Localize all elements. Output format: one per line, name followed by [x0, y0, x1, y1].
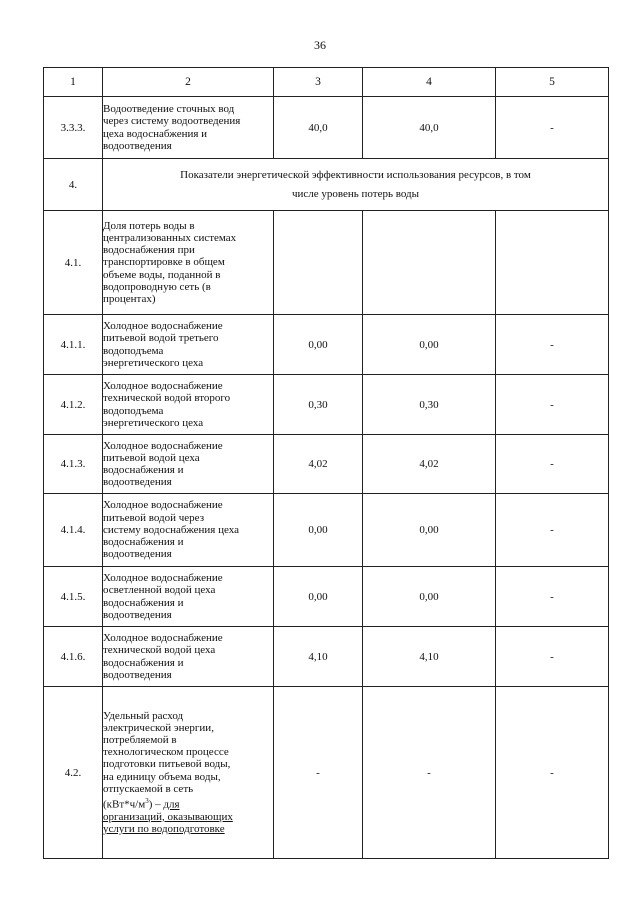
- row-description: Водоотведение сточных вод через систему водоотведения цеха водоснабжения и водоотведения: [103, 97, 274, 159]
- row-number: 4.1.6.: [44, 627, 103, 687]
- row-number: 4.1.1.: [44, 315, 103, 375]
- header-cell-3: 3: [274, 68, 363, 97]
- value-col3: 4,10: [274, 627, 363, 687]
- table-row: [44, 687, 609, 859]
- row-number: 4.1.3.: [44, 435, 103, 494]
- header-cell-1: 1: [44, 68, 103, 97]
- table-row: [44, 315, 609, 375]
- row-description: [103, 687, 274, 859]
- row-description: Холодное водоснабжение питьевой водой третьего водоподъема энергетического цеха: [103, 315, 274, 375]
- section-number: 4.: [44, 159, 103, 211]
- value-col5: -: [496, 315, 609, 375]
- value-col4: 4,02: [363, 435, 496, 494]
- table-row: [44, 435, 609, 494]
- unit-superscript: 3: [145, 797, 149, 806]
- row-number: 4.1.4.: [44, 494, 103, 567]
- value-col3: 0,00: [274, 315, 363, 375]
- value-col3: 4,02: [274, 435, 363, 494]
- row-number: 4.1.: [44, 211, 103, 315]
- value-col3: 0,00: [274, 567, 363, 627]
- value-col5: -: [496, 687, 609, 859]
- value-col3: 0,30: [274, 375, 363, 435]
- header-cell-2: 2: [103, 68, 274, 97]
- row-number: 4.2.: [44, 687, 103, 859]
- value-col4: 40,0: [363, 97, 496, 159]
- value-col5: -: [496, 97, 609, 159]
- table-row: [44, 567, 609, 627]
- table-row: [44, 494, 609, 567]
- value-col5: -: [496, 567, 609, 627]
- row-description: Холодное водоснабжение питьевой водой цеха водоснабжения и водоотведения: [103, 435, 274, 494]
- value-col5: -: [496, 627, 609, 687]
- value-col3: 0,00: [274, 494, 363, 567]
- value-col5: -: [496, 375, 609, 435]
- table-row: [44, 627, 609, 687]
- value-col4: 0,00: [363, 567, 496, 627]
- value-col4: 0,00: [363, 494, 496, 567]
- row-description: Доля потерь воды в централизованных системах водоснабжения при транспортировке в общем объеме воды, поданной в водопроводную сеть (в процентах): [103, 211, 274, 315]
- table-row: [44, 375, 609, 435]
- value-col3: [274, 211, 363, 315]
- row-description: Холодное водоснабжение технической водой цеха водоснабжения и водоотведения: [103, 627, 274, 687]
- row-number: 3.3.3.: [44, 97, 103, 159]
- value-col3: 40,0: [274, 97, 363, 159]
- value-col3: -: [274, 687, 363, 859]
- table-header-row: [44, 68, 609, 97]
- description-main: Удельный расход электрической энергии, потребляемой в технологическом процессе подготовки питьевой воды, на единицу объема воды, отпускаемой в сеть (кВт*ч/м: [103, 709, 231, 811]
- value-col5: [496, 211, 609, 315]
- value-col5: -: [496, 494, 609, 567]
- value-col5: -: [496, 435, 609, 494]
- header-cell-4: 4: [363, 68, 496, 97]
- description-underlined: для организаций, оказывающих услуги по водоподготовке: [103, 798, 233, 836]
- table-row: [44, 97, 609, 159]
- section-title: Показатели энергетической эффективности использования ресурсов, в том числе уровень потерь воды: [103, 159, 609, 211]
- row-number: 4.1.2.: [44, 375, 103, 435]
- value-col4: [363, 211, 496, 315]
- value-col4: 0,30: [363, 375, 496, 435]
- indicators-table: [43, 67, 609, 859]
- row-description: Холодное водоснабжение технической водой второго водоподъема энергетического цеха: [103, 375, 274, 435]
- page-number: 36: [314, 38, 326, 52]
- value-col4: -: [363, 687, 496, 859]
- value-col4: 4,10: [363, 627, 496, 687]
- row-description: Холодное водоснабжение питьевой водой через систему водоснабжения цеха водоснабжения и водоотведения: [103, 494, 274, 567]
- table-row: [44, 211, 609, 315]
- value-col4: 0,00: [363, 315, 496, 375]
- header-cell-5: 5: [496, 68, 609, 97]
- row-number: 4.1.5.: [44, 567, 103, 627]
- section-row: [44, 159, 609, 211]
- row-description: Холодное водоснабжение осветленной водой цеха водоснабжения и водоотведения: [103, 567, 274, 627]
- description-mid: ) –: [148, 798, 164, 811]
